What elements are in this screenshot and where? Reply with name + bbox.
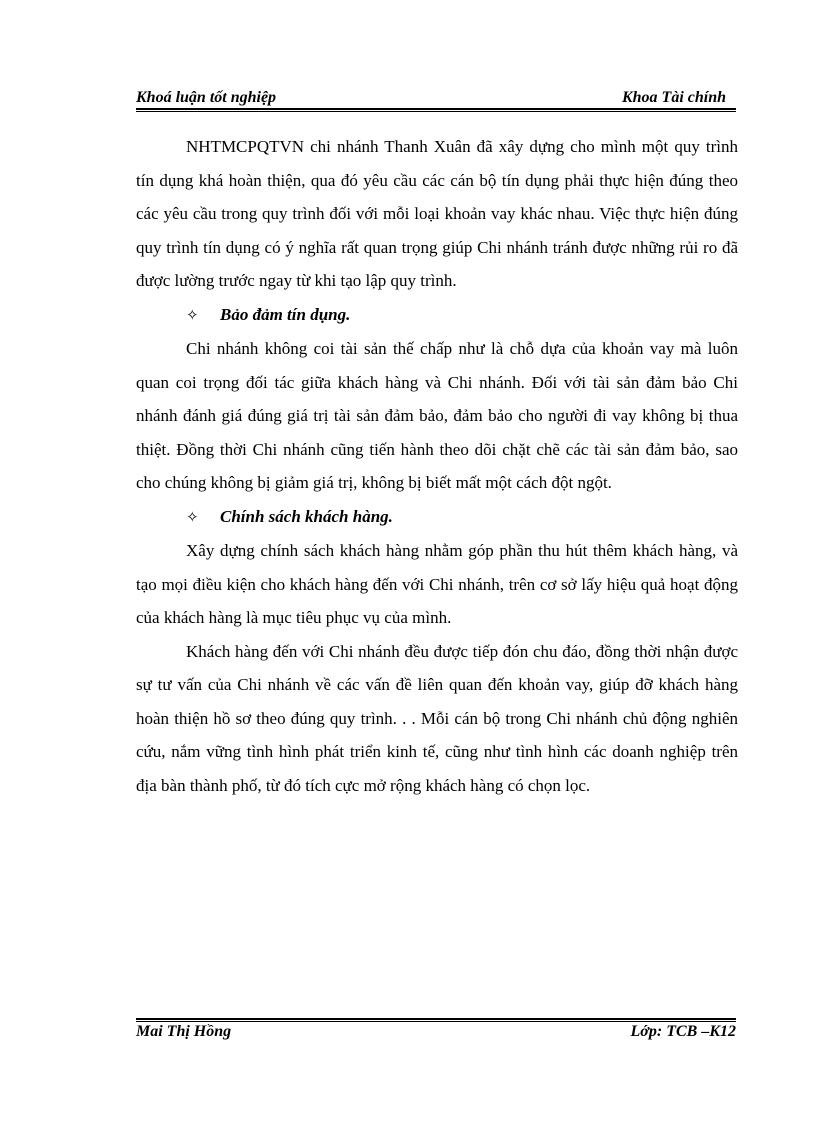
- paragraph-collateral: Chi nhánh không coi tài sản thế chấp như là chỗ dựa của khoản vay mà luôn quan coi trọng đối tác giữa khách hàng và Chi nhánh. Đối với tài sản đảm bảo Chi nhánh đánh giá đúng giá trị tài sản đảm bảo, đảm bảo cho người đi vay không bị thua thiệt. Đồng thời Chi nhánh cũng tiến hành theo dõi chặt chẽ các tài sản đảm bảo, sao cho chúng không bị giảm giá trị, không bị biết mất một cách đột ngột.: [136, 339, 738, 492]
- header-faculty: Khoa Tài chính: [621, 89, 726, 106]
- header-thesis-title: Khoá luận tốt nghiệp: [136, 89, 277, 106]
- paragraph-customer-policy: Xây dựng chính sách khách hàng nhằm góp phần thu hút thêm khách hàng, và tạo mọi điều kiện cho khách hàng đến với Chi nhánh, trên cơ sở lấy hiệu quả hoạt động của khách hàng là mục tiêu phục vụ của mình.: [136, 541, 738, 627]
- header-rule: [136, 108, 736, 112]
- heading-customer-policy: [136, 500, 738, 535]
- page-footer: [136, 1022, 736, 1042]
- paragraph-customer-service: Khách hàng đến với Chi nhánh đều được tiếp đón chu đáo, đồng thời nhận được sự tư vấn của Chi nhánh về các vấn đề liên quan đến khoản vay, giúp đỡ khách hàng hoàn thiện hồ sơ theo đúng quy trình. . . Mỗi cán bộ trong Chi nhánh chủ động nghiên cứu, nắm vững tình hình phát triển kinh tế, cũng như tình hình các doanh nghiệp trên địa bàn thành phố, từ đó tích cực mở rộng khách hàng có chọn lọc.: [136, 641, 738, 795]
- diamond-star-icon: ✧: [186, 507, 199, 526]
- heading-customer-policy-text: Chính sách khách hàng.: [220, 506, 393, 526]
- heading-credit-guarantee: [136, 298, 738, 333]
- footer-class: Lớp: TCB –K12: [630, 1023, 736, 1040]
- diamond-star-icon: ✧: [186, 305, 199, 324]
- page-body: [136, 130, 738, 802]
- page-header: [136, 88, 726, 108]
- heading-credit-guarantee-text: Bảo đảm tín dụng.: [220, 304, 351, 324]
- paragraph-credit-process: NHTMCPQTVN chi nhánh Thanh Xuân đã xây dựng cho mình một quy trình tín dụng khá hoàn thiện, qua đó yêu cầu các cán bộ tín dụng phải thực hiện đúng theo các yêu cầu trong quy trình đối với mỗi loại khoản vay khác nhau. Việc thực hiện đúng quy trình tín dụng có ý nghĩa rất quan trọng giúp Chi nhánh tránh được những rủi ro đã được lường trước ngay từ khi tạo lập quy trình.: [136, 137, 738, 290]
- footer-author: Mai Thị Hồng: [136, 1023, 232, 1040]
